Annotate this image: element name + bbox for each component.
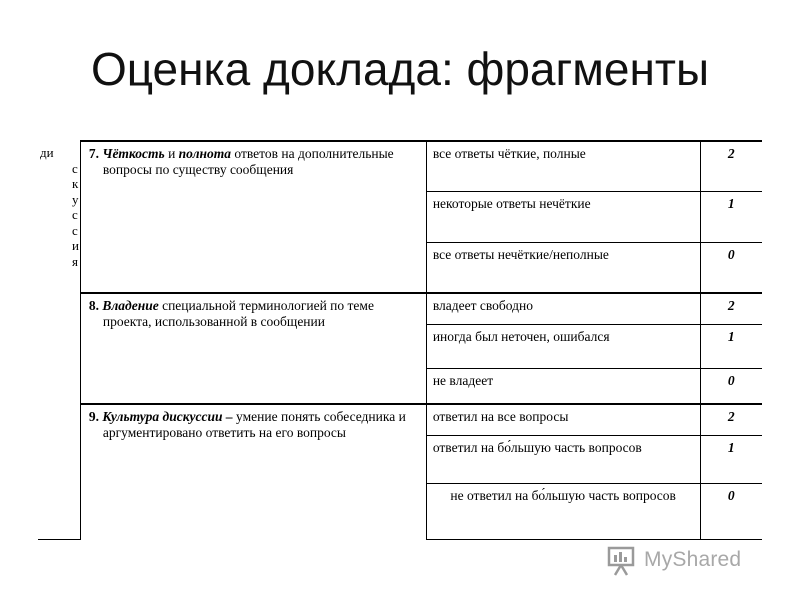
criterion-cell (80, 293, 426, 404)
criterion-description: специальной терминологией по теме проекта, использованной в сообщении (102, 298, 374, 329)
level-score: 2 (700, 404, 762, 435)
level-score: 2 (700, 141, 762, 191)
criterion-term: Культура дискуссии – (102, 409, 233, 424)
level-description: некоторые ответы нечёткие (426, 191, 700, 242)
table-row (38, 404, 762, 435)
level-description: ответил на бо́льшую часть вопросов (426, 435, 700, 483)
side-label-start: ди (40, 145, 54, 160)
criterion-text (89, 298, 420, 330)
criterion-term: Владение (102, 298, 159, 313)
presentation-board-icon (606, 543, 640, 577)
evaluation-table (38, 140, 762, 540)
slide-title: Оценка доклада: фрагменты (90, 43, 710, 95)
watermark (606, 542, 762, 578)
criterion-cell (80, 141, 426, 293)
level-score: 1 (700, 324, 762, 368)
side-label-vertical (40, 145, 80, 269)
level-description: иногда был неточен, ошибался (426, 324, 700, 368)
level-score: 0 (700, 242, 762, 293)
criterion-connector: и (164, 146, 179, 161)
criterion-term: Чёткость (102, 146, 165, 161)
level-description: не владеет (426, 368, 700, 404)
level-score: 0 (700, 483, 762, 539)
criterion-term: полнота (178, 146, 232, 161)
level-description: владеет свободно (426, 293, 700, 324)
criterion-number: 8. (88, 298, 99, 313)
level-score: 2 (700, 293, 762, 324)
criterion-text (89, 146, 420, 178)
criterion-number: 9. (88, 409, 99, 424)
side-label-cell (38, 141, 80, 539)
criterion-description: ответов на дополнительные вопросы по существу сообщения (102, 146, 394, 177)
criterion-cell (80, 404, 426, 539)
level-description: ответил на все вопросы (426, 404, 700, 435)
level-description: не ответил на бо́льшую часть вопросов (426, 483, 700, 539)
level-description: все ответы нечёткие/неполные (426, 242, 700, 293)
criterion-number: 7. (88, 146, 99, 161)
level-score: 1 (700, 191, 762, 242)
table-row (38, 141, 762, 191)
level-description: все ответы чёткие, полные (426, 141, 700, 191)
criterion-description: умение понять собеседника и аргументировано ответить на его вопросы (102, 409, 406, 440)
table-row (38, 293, 762, 324)
criterion-text (89, 409, 420, 441)
watermark-text: MyShared (644, 548, 742, 571)
side-label-stack: скуссия (72, 160, 79, 269)
level-score: 1 (700, 435, 762, 483)
level-score: 0 (700, 368, 762, 404)
